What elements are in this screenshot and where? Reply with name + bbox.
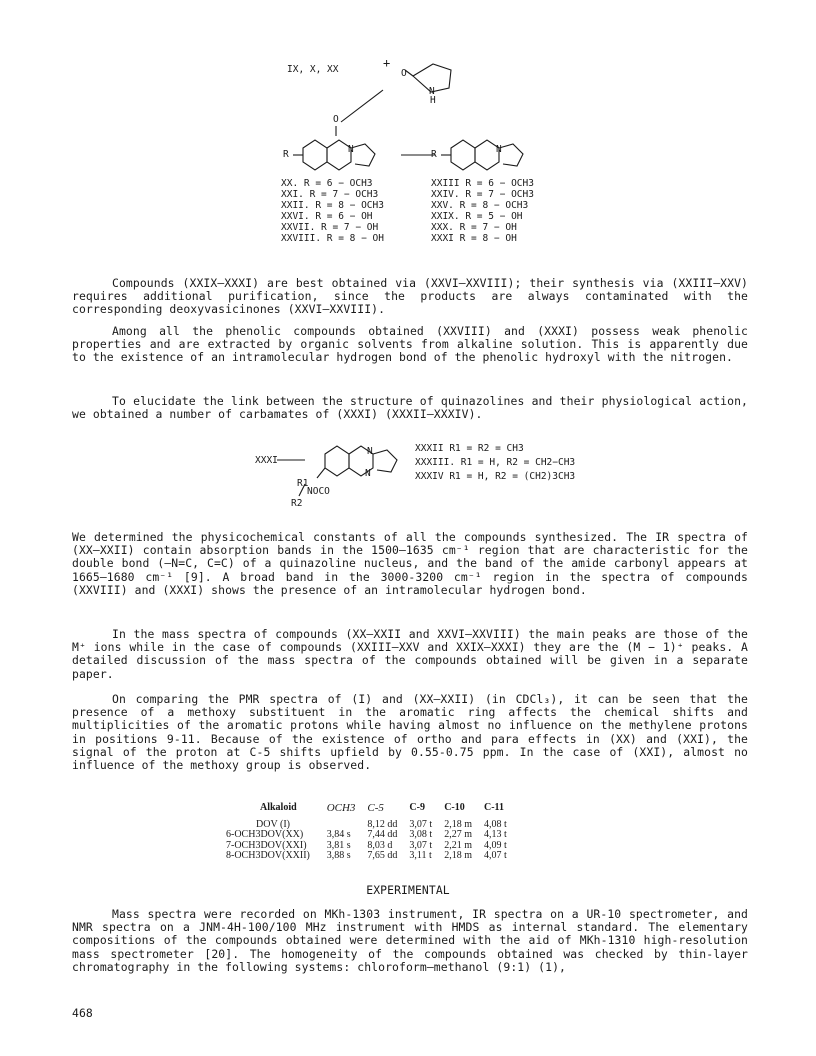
- paragraph-phenolic-properties: Among all the phenolic compounds obtained (XXVIII) and (XXXI) possess weak phenolic properties and are extracted by organic solvents from alkaline solution. This is apparently due to the existence of an intramolecular hydrogen bond of the phenolic hydroxyl with the nitrogen.: [72, 324, 748, 365]
- table-cell: 8,03 d: [367, 839, 393, 851]
- table-cell: 2,18 m: [444, 818, 472, 830]
- table-cell: 3,07 t: [409, 818, 433, 830]
- table-cell: 3,07 t: [409, 839, 433, 851]
- reaction-scheme-2: [255, 440, 585, 515]
- table-row: [220, 830, 513, 841]
- table-cell: 3,88 s: [326, 850, 351, 861]
- table-cell: 3,84 s: [326, 829, 351, 840]
- left-r-group: R: [283, 149, 289, 160]
- table-cell: 2,18 m: [444, 850, 472, 861]
- right-product-structure: [441, 140, 523, 170]
- carbamate-label: XXXII R1 = R2 = CH3: [415, 443, 524, 454]
- compound-label: XXVIII. R = 8 − OH: [281, 233, 384, 244]
- left-n-atom: N: [348, 144, 354, 155]
- table-header-cell: Alkaloid: [260, 802, 297, 813]
- paragraph-carbamates: To elucidate the link between the structure of quinazolines and their physiological action, we obtained a number of carbamates of (XXXI) (XXXII–XXXIV).: [72, 394, 748, 422]
- left-compound-labels: [281, 178, 384, 244]
- compound-label: XXX. R = 7 − OH: [431, 222, 517, 233]
- scheme2-r1: R1: [297, 478, 309, 489]
- carbonyl-oxygen: O: [333, 114, 339, 125]
- right-compound-labels: [431, 178, 534, 244]
- pmr-shift-table: [220, 803, 513, 862]
- carbamate-bond: [317, 468, 325, 478]
- lactam-hydrogen: H: [430, 95, 436, 106]
- table-cell: 3,08 t: [409, 829, 433, 840]
- table-cell: 4,07 t: [483, 850, 507, 861]
- compound-label: XX. R = 6 − OCH3: [281, 178, 373, 189]
- table-row: [220, 851, 513, 862]
- scheme2-start-label: XXXI: [255, 455, 278, 466]
- scheme2-n-bottom: N: [365, 468, 371, 479]
- table-cell: 7-OCH3DOV(XXI): [226, 839, 307, 851]
- paragraph-ir-spectra: We determined the physicochemical constants of all the compounds synthesized. The IR spectra of (XX–XXII) contain absorption bands in the 1500–1635 cm⁻¹ region that are characteristic for the double bond (–N=C, C=C) of a quinazoline nucleus, and the band of the amide carbonyl appears at 1665–1680 cm⁻¹ [9]. A broad band in the 3000-3200 cm⁻¹ region in the spectra of compounds (XXVIII) and (XXXI) shows the presence of an intramolecular hydrogen bond.: [72, 530, 748, 597]
- paragraph-mass-spectra: In the mass spectra of compounds (XX–XXII and XXVI–XXVIII) the main peaks are those of the M⁺ ions while in the case of compounds (XXIII–XXV and XXIX–XXXI) they are the (M − 1)⁺ peaks. A detailed discussion of the mass spectra of the compounds obtained will be given in a separate paper.: [72, 627, 748, 681]
- carbamate-label: XXXIII. R1 = H, R2 = CH2−CH3: [415, 457, 576, 468]
- compound-label: XXV. R = 8 − OCH3: [431, 200, 529, 211]
- paragraph-pmr-spectra: On comparing the PMR spectra of (I) and (XX–XXII) (in CDCl₃), it can be seen that the presence of a methoxy substituent in the aromatic ring affects the chemical shifts and multiplicities of the aromatic protons while having almost no influence on the methylene protons in positions 9-11. Because of the existence of ortho and para effects in (XX) and (XXI), the signal of the proton at C-5 shifts upfield by 0.55-0.75 ppm. In the case of (XXI), almost no influence of the methoxy group is observed.: [72, 692, 748, 773]
- table-cell: 8,12 dd: [367, 818, 398, 830]
- table-cell: DOV (I): [256, 818, 290, 830]
- left-product-structure: [293, 126, 375, 170]
- scheme2-noco: NOCO: [307, 486, 330, 497]
- table-header-row: [220, 803, 513, 820]
- table-header-cell: C-5: [367, 802, 384, 814]
- right-r-group: R: [431, 149, 437, 160]
- table-header-cell: OCH3: [326, 802, 356, 814]
- paragraph-experimental: Mass spectra were recorded on MKh-1303 instrument, IR spectra on a UR-10 spectrometer, and NMR spectra on a JNM-4H-100/100 MHz instrument with HMDS as internal standard. The elementary compositions of the compounds obtained were determined with the aid of MKh-1310 high-resolution mass spectrometer [20]. The homogeneity of the compounds obtained was checked by thin-layer chromatography in the following systems: chloroform–methanol (9:1) (1),: [72, 907, 748, 974]
- table-cell: 2,21 m: [444, 839, 472, 851]
- table-cell: 2,27 m: [444, 829, 472, 840]
- table-cell: 3,11 t: [409, 850, 432, 861]
- reagents-label: IX, X, XX: [287, 64, 339, 75]
- table-cell: 7,44 dd: [367, 829, 398, 840]
- carbamate-label: XXXIV R1 = H, R2 = (CH2)3CH3: [415, 471, 576, 482]
- table-cell: 4,09 t: [483, 839, 507, 851]
- scheme2-n-top: N: [367, 446, 373, 457]
- table-cell: 3,81 s: [326, 839, 351, 851]
- compound-label: XXVII. R = 7 − OH: [281, 222, 379, 233]
- compound-label: XXIX. R = 5 − OH: [431, 211, 523, 222]
- compound-label: XXI. R = 7 − OCH3: [281, 189, 379, 200]
- scheme-1-drawing: [255, 48, 585, 283]
- reaction-scheme-1: [255, 48, 585, 283]
- pyrrolidine-ring: [373, 450, 397, 472]
- table-cell: 7,65 dd: [367, 850, 398, 861]
- compound-label: XXIII R = 6 − OCH3: [431, 178, 534, 189]
- right-n-atom: N: [496, 144, 502, 155]
- scheme2-r2: R2: [291, 498, 303, 509]
- table-cell: 8-OCH3DOV(XXII): [226, 850, 310, 861]
- table-cell: 4,13 t: [483, 829, 507, 840]
- paragraph-synthesis-route: Compounds (XXIX–XXXI) are best obtained via (XXVI–XXVIII); their synthesis via (XXIII–XXV) requires additional purification, since the products are always contaminated with the corresponding deoxyvasicinones (XXVI–XXVIII).: [72, 276, 748, 317]
- carbamate-labels: [415, 442, 575, 484]
- compound-label: XXXI R = 8 − OH: [431, 233, 517, 244]
- experimental-heading: EXPERIMENTAL: [366, 883, 450, 897]
- compound-label: XXVI. R = 6 − OH: [281, 211, 373, 222]
- table-header-cell: C-9: [409, 802, 425, 813]
- compound-label: XXII. R = 8 − OCH3: [281, 200, 384, 211]
- diagonal-reaction-line: [341, 90, 383, 122]
- compound-label: XXIV. R = 7 − OCH3: [431, 189, 534, 200]
- table-header-cell: C-11: [483, 802, 504, 813]
- page-number: 468: [72, 1006, 93, 1020]
- lactam-oxygen: O: [401, 68, 407, 79]
- table-header-cell: C-10: [444, 802, 465, 813]
- benzene-ring: [325, 446, 349, 476]
- pmr-table: [220, 803, 513, 862]
- table-cell: 6-OCH3DOV(XX): [226, 829, 304, 840]
- table-cell: 4,08 t: [483, 818, 507, 830]
- plus-sign: +: [383, 56, 391, 70]
- lactam-nitrogen: N: [429, 86, 435, 97]
